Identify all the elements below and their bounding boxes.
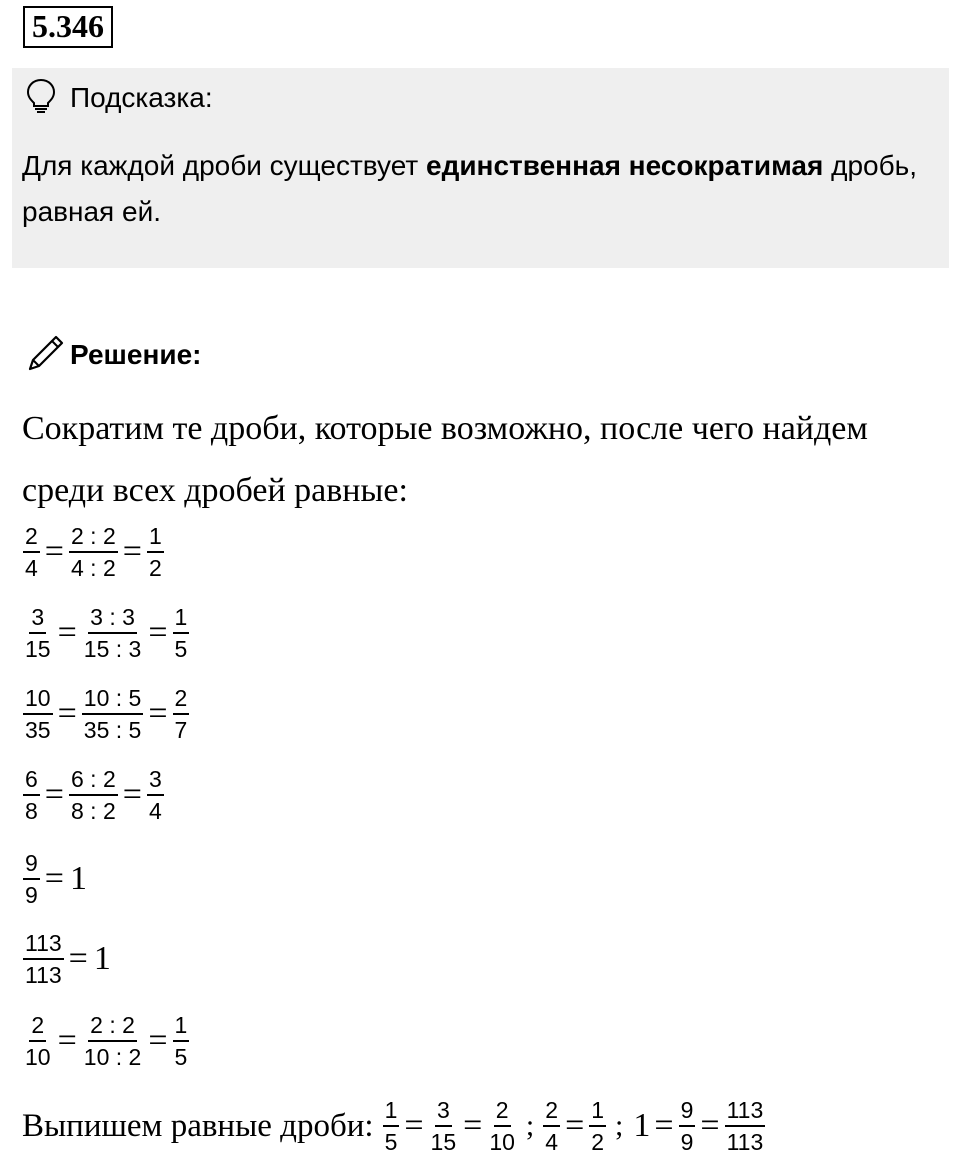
equals-sign: =	[57, 1022, 77, 1059]
fraction: $\frac{9}{9}$	[680, 1097, 694, 1155]
equation-row	[22, 926, 111, 992]
equals-sign: =	[700, 1107, 720, 1144]
fraction: $\frac{3}{4}$	[148, 766, 162, 824]
fraction: $\frac{1}{5}$	[174, 604, 188, 662]
equals-sign: =	[44, 860, 64, 897]
equals-sign: =	[57, 695, 77, 732]
fraction: $\frac{3}{15}$	[430, 1097, 457, 1155]
fraction: $\frac{2}{7}$	[174, 685, 188, 743]
fraction: $\frac{1}{5}$	[174, 1012, 188, 1070]
fraction: $\frac{2}{10}$	[489, 1097, 515, 1155]
equals-sign: =	[654, 1107, 674, 1144]
equals-sign: =	[68, 940, 88, 977]
solution-header	[26, 334, 201, 376]
fraction: $\frac{113}{113}$	[726, 1097, 764, 1155]
fraction: $\frac{10}{35}$	[25, 685, 51, 743]
equals-sign: =	[57, 614, 77, 651]
pencil-icon	[26, 333, 66, 378]
fraction: $\frac{3}{15}$	[25, 604, 51, 662]
fraction: $\frac{6}{8}$	[25, 766, 38, 824]
equation-row	[22, 762, 165, 828]
equals-sign: =	[148, 695, 168, 732]
equation-row	[22, 1008, 190, 1074]
equals-sign: =	[463, 1107, 483, 1144]
fraction: $\frac{2}{4}$	[25, 523, 38, 581]
fraction: $\frac{2 : 2}{10 : 2}$	[83, 1012, 142, 1070]
solution-title: Решение:	[70, 339, 202, 370]
hint-header	[26, 80, 213, 116]
fraction: $\frac{9}{9}$	[25, 850, 38, 908]
final-answer	[22, 1093, 766, 1159]
result-value: 1	[93, 940, 111, 977]
equals-sign: =	[148, 1022, 168, 1059]
problem-number: 5.346	[23, 6, 113, 48]
equation-row	[22, 519, 165, 585]
fraction: $\frac{1}{2}$	[591, 1097, 605, 1155]
solution-intro: Сократим те дроби, которые возможно, после чего найдем среди всех дробей равные:	[22, 410, 868, 509]
equals-sign: =	[148, 614, 168, 651]
fraction: $\frac{113}{113}$	[25, 930, 62, 988]
fraction: $\frac{1}{5}$	[384, 1097, 398, 1155]
hint-text	[22, 143, 932, 235]
hint-title: Подсказка:	[70, 82, 213, 113]
separator: ;	[525, 1109, 535, 1142]
equation-row	[22, 846, 87, 912]
hint-text-bold: единственная несократимая	[426, 150, 824, 181]
fraction: $\frac{3 : 3}{15 : 3}$	[83, 604, 142, 662]
fraction: $\frac{2 : 2}{4 : 2}$	[70, 523, 116, 581]
equals-sign: =	[122, 776, 142, 813]
fraction: $\frac{1}{2}$	[148, 523, 162, 581]
equals-sign: =	[44, 776, 64, 813]
hint-text-before: Для каждой дроби существует	[22, 150, 426, 181]
separator: ;	[615, 1109, 624, 1142]
fraction: $\frac{2}{4}$	[545, 1097, 559, 1155]
fraction: $\frac{6 : 2}{8 : 2}$	[70, 766, 116, 824]
equals-sign: =	[122, 533, 142, 570]
equation-row	[22, 600, 190, 666]
final-label: Выпишем равные дроби:	[22, 1107, 374, 1144]
lightbulb-icon	[26, 78, 56, 119]
fraction: $\frac{10 : 5}{35 : 5}$	[83, 685, 142, 743]
equals-sign: =	[404, 1107, 424, 1144]
result-value: 1	[633, 1107, 651, 1144]
equals-sign: =	[565, 1107, 585, 1144]
hint-box	[12, 68, 949, 268]
fraction: $\frac{2}{10}$	[25, 1012, 51, 1070]
equals-sign: =	[44, 533, 64, 570]
equation-row	[22, 681, 190, 747]
result-value: 1	[69, 860, 87, 897]
hint-text-after: дробь, равная ей.	[22, 150, 918, 227]
